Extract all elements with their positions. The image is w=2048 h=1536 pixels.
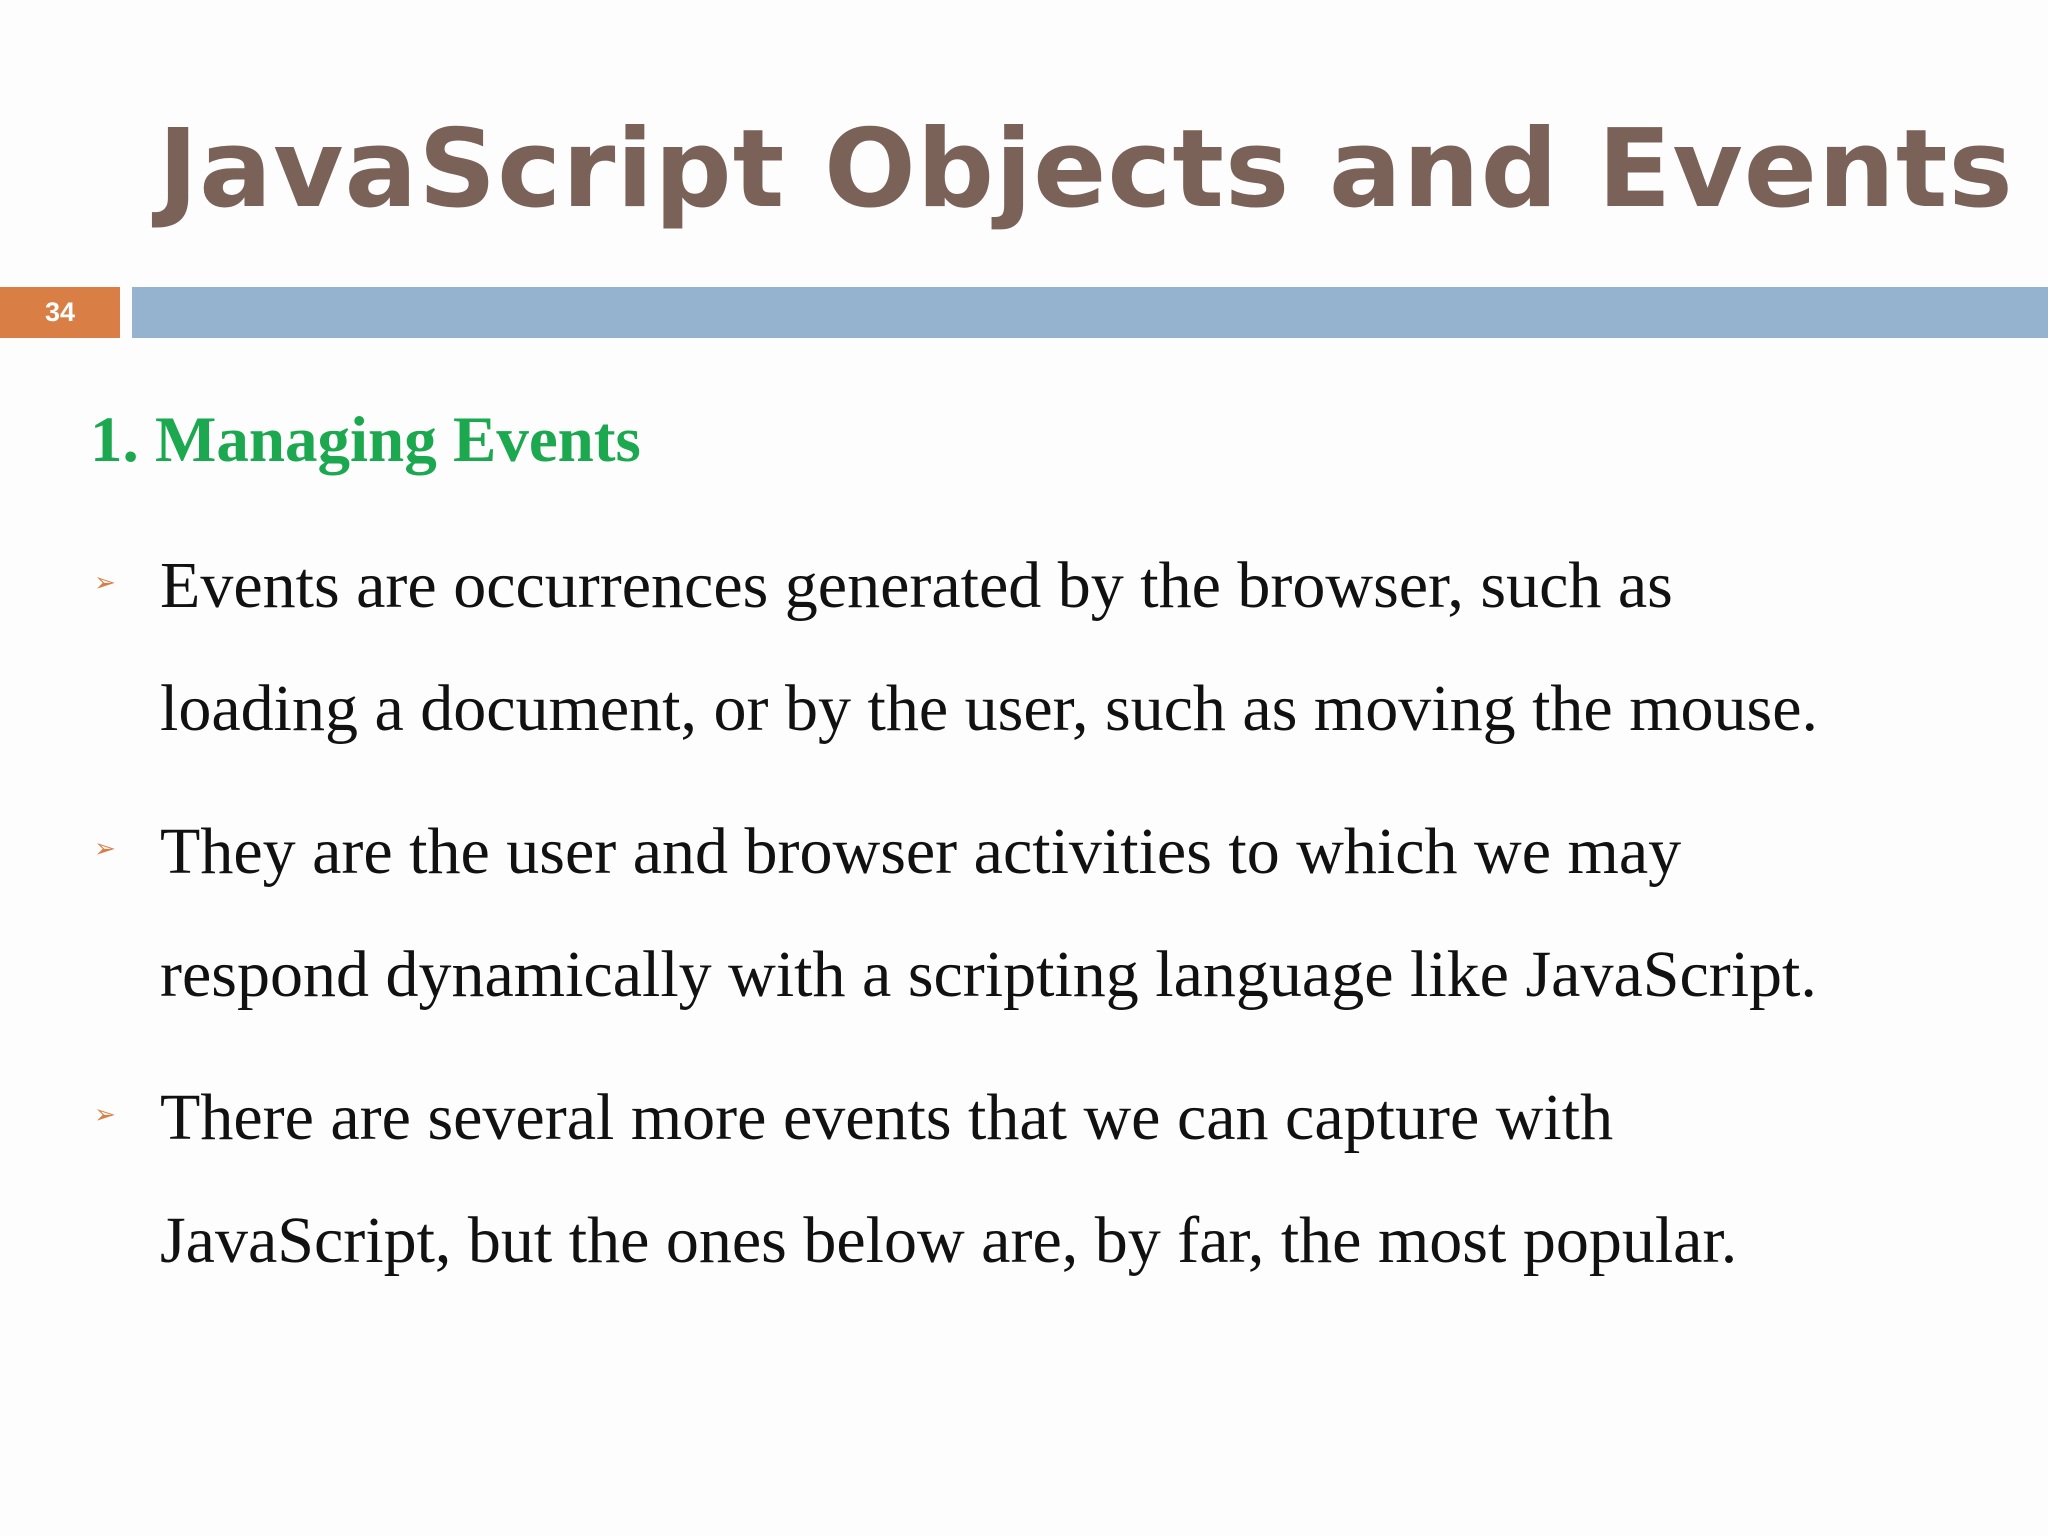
title-divider-bar xyxy=(132,287,2048,338)
slide-title: JavaScript Objects and Events xyxy=(158,107,2014,232)
bullet-text xyxy=(160,524,2000,770)
section-heading: 1. Managing Events xyxy=(90,404,641,476)
arrow-bullet-icon: ➢ xyxy=(94,834,116,864)
bullet-line: JavaScript, but the ones below are, by far, the most popular. xyxy=(160,1204,1738,1277)
arrow-bullet-icon: ➢ xyxy=(94,568,116,598)
bullet-line: They are the user and browser activities to which we may xyxy=(160,815,1682,888)
bullet-line: There are several more events that we can capture with xyxy=(160,1081,1614,1154)
bullet-line: Events are occurrences generated by the browser, such as xyxy=(160,549,1673,622)
bullet-text xyxy=(160,790,2000,1036)
bullet-text xyxy=(160,1056,2000,1302)
arrow-bullet-icon: ➢ xyxy=(94,1100,116,1130)
slide-number-badge: 34 xyxy=(0,287,120,338)
bullet-line: respond dynamically with a scripting language like JavaScript. xyxy=(160,938,1817,1011)
bullet-line: loading a document, or by the user, such as moving the mouse. xyxy=(160,672,1819,745)
